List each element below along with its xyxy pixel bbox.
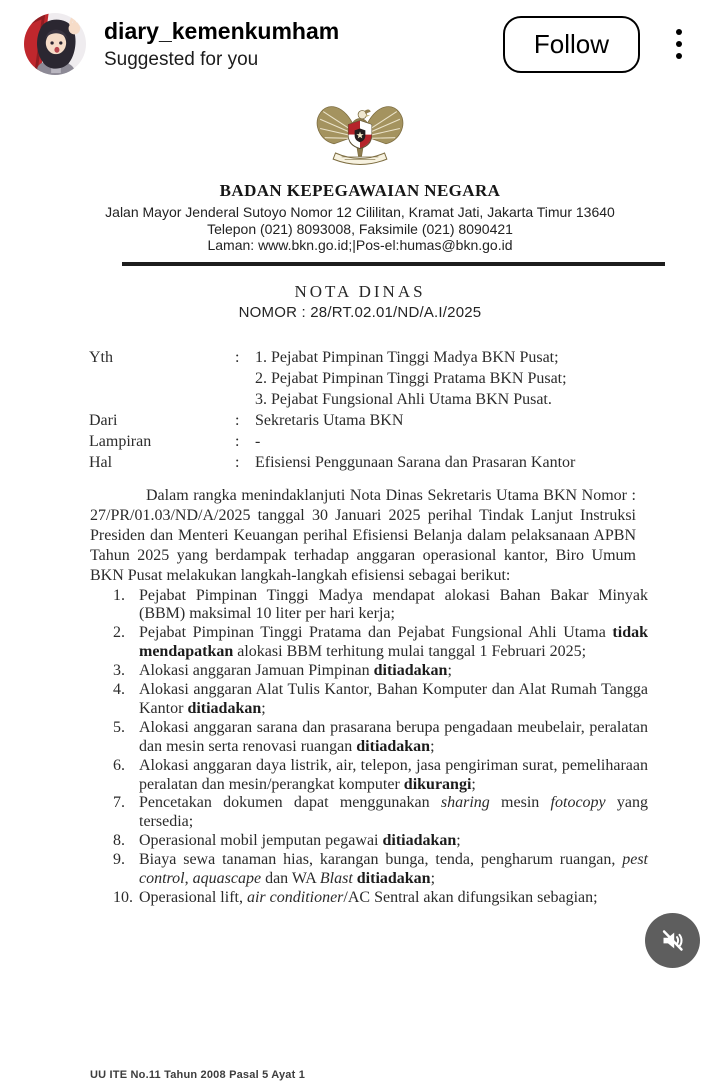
letterhead-web: Laman: www.bkn.go.id;|Pos-el:humas@bkn.go.id [207, 237, 513, 253]
recipient-line: 1. Pejabat Pimpinan Tinggi Madya BKN Pusat; [255, 348, 559, 366]
sound-off-button[interactable] [645, 913, 700, 968]
letterhead-divider [122, 262, 665, 266]
efficiency-list [113, 587, 648, 908]
document-title: NOTA DINAS [294, 281, 426, 301]
avatar[interactable] [24, 13, 86, 75]
document-number: NOMOR : 28/RT.02.01/ND/A.I/2025 [238, 303, 482, 321]
list-item: 3. Alokasi anggaran Jamuan Pimpinan ditiadakan; [113, 662, 452, 680]
letterhead-phone: Telepon (021) 8093008, Faksimile (021) 8090421 [207, 220, 513, 237]
letterhead-address: Jalan Mayor Jenderal Sutoyo Nomor 12 Cililitan, Kramat Jati, Jakarta Timur 13640 [105, 204, 615, 220]
recipient-line: 2. Pejabat Pimpinan Tinggi Pratama BKN Pusat; [255, 369, 567, 387]
document-footnote: UU ITE No.11 Tahun 2008 Pasal 5 Ayat 1 [90, 1069, 306, 1081]
opening-paragraph: Dalam rangka menindaklanjuti Nota Dinas Sekretaris Utama BKN Nomor : 27/PR/01.03/ND/A/2025 tanggal 30 Januari 2025 perihal Tindak Lanjut Instruksi Presiden dan Menteri Keuangan perihal Efisiensi Belanja dalam pelaksanaan APBN Tahun 2025 yang berdampak terhadap anggaran operasional kantor, Biro Umum BKN Pusat melakukan langkah-langkah efisiensi sebagai berikut: [90, 486, 636, 584]
letterhead-org-name: BADAN KEPEGAWAIAN NEGARA [219, 181, 501, 200]
user-block [104, 17, 339, 72]
more-options-icon[interactable] [672, 25, 686, 63]
document-scan [0, 88, 720, 1081]
username[interactable]: diary_kemenkumham [104, 17, 340, 44]
meta-row-yth: Yth : 1. Pejabat Pimpinan Tinggi Madya BKN Pusat; 2. Pejabat Pimpinan Tinggi Pratama BKN Pusat; 3. Pejabat Fungsional Ahli Utama BKN Pusat. [89, 347, 650, 410]
meta-row-dari: Dari : Sekretaris Utama BKN [89, 411, 404, 429]
list-item: 7. Pencetakan dokumen dapat menggunakan sharing mesin fotocopy yang tersedia; [113, 794, 649, 831]
post-header [0, 0, 720, 88]
list-item: 8. Operasional mobil jemputan pegawai ditiadakan; [113, 832, 461, 850]
list-item: 10. Operasional lift, air conditioner/AC Sentral akan difungsikan sebagian; [113, 889, 598, 906]
follow-button[interactable]: Follow [503, 16, 640, 73]
sound-off-icon [659, 927, 686, 954]
garuda-pancasila-emblem-icon [314, 88, 406, 172]
memo-meta [89, 347, 650, 473]
list-item: 2. Pejabat Pimpinan Tinggi Pratama dan Pejabat Fungsional Ahli Utama tidak mendapatkan alokasi BBM terhitung mulai tanggal 1 Februari 2025; [113, 624, 648, 661]
list-item: 1. Pejabat Pimpinan Tinggi Madya mendapat alokasi Bahan Bakar Minyak (BBM) maksimal 10 liter per hari kerja; [113, 586, 648, 623]
suggested-label: Suggested for you [104, 48, 259, 70]
list-item: 5. Alokasi anggaran sarana dan prasarana berupa pengadaan meubelair, peralatan dan mesin serta renovasi ruangan ditiadakan; [113, 718, 648, 755]
list-item: 4. Alokasi anggaran Alat Tulis Kantor, Bahan Komputer dan Alat Rumah Tangga Kantor ditiadakan; [113, 681, 648, 717]
list-item: 9. Biaya sewa tanaman hias, karangan bunga, tenda, pengharum ruangan, pest control, aquascape dan WA Blast ditiadakan; [113, 851, 648, 888]
avatar-illustration-icon [24, 13, 86, 75]
recipient-line: 3. Pejabat Fungsional Ahli Utama BKN Pusat. [255, 390, 552, 408]
list-item: 6. Alokasi anggaran daya listrik, air, telepon, jasa pengiriman surat, pemeliharaan peralatan dan mesin/perangkat komputer dikurangi; [113, 756, 648, 793]
meta-row-lampiran: Lampiran : - [89, 432, 261, 450]
meta-row-hal: Hal : Efisiensi Penggunaan Sarana dan Prasaran Kantor [89, 453, 576, 471]
